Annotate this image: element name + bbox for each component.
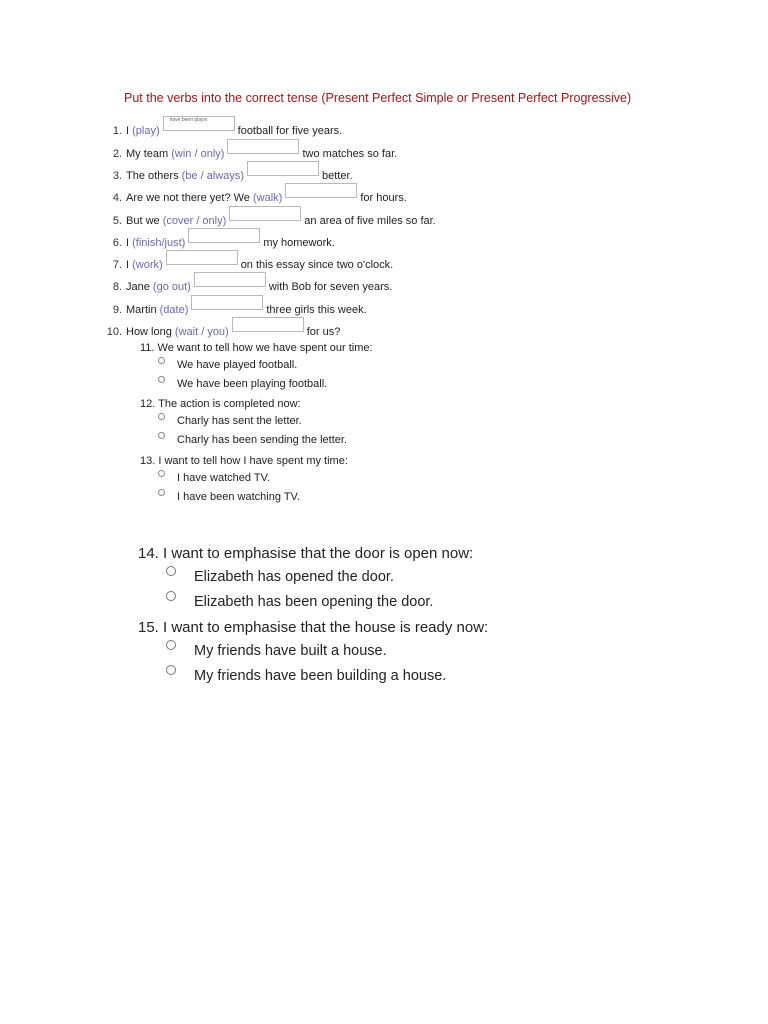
question-11: 11. We want to tell how we have spent our time: (140, 342, 373, 354)
answer-input[interactable] (229, 206, 301, 221)
verb-hint: (wait / you) (174, 326, 229, 338)
option-label: Elizabeth has opened the door. (194, 569, 394, 585)
verb-hint: (cover / only) (162, 215, 227, 227)
option-13a[interactable] (158, 472, 270, 484)
option-12b[interactable] (158, 434, 347, 446)
sentence-end: three girls this week. (266, 304, 367, 316)
gap-row-6 (104, 227, 335, 249)
sentence-start: Martin (126, 304, 157, 316)
answer-input[interactable] (166, 250, 238, 265)
option-label: I have watched TV. (177, 472, 270, 484)
answer-input[interactable] (232, 317, 304, 332)
question-14: 14. I want to emphasise that the door is open now: (138, 545, 474, 562)
option-label: Elizabeth has been opening the door. (194, 594, 434, 610)
item-number: 6. (112, 237, 122, 249)
sentence-start: I (126, 125, 130, 137)
radio-button[interactable] (158, 470, 165, 477)
sentence-start: I (126, 237, 130, 249)
radio-button[interactable] (158, 413, 165, 420)
verb-hint: (win / only) (171, 148, 225, 160)
radio-button[interactable] (166, 591, 176, 601)
option-14a[interactable] (166, 569, 394, 585)
sentence-end: on this essay since two o'clock. (240, 259, 394, 271)
gap-row-4 (104, 182, 407, 204)
sentence-end: for hours. (360, 192, 407, 204)
question-13: 13. I want to tell how I have spent my time: (140, 455, 348, 467)
radio-button[interactable] (158, 357, 165, 364)
verb-hint: (finish/just) (132, 237, 186, 249)
radio-button[interactable] (166, 566, 176, 576)
radio-button[interactable] (158, 432, 165, 439)
option-label: My friends have built a house. (194, 643, 387, 659)
verb-hint: (be / always) (181, 170, 245, 182)
sentence-start: But we (126, 215, 160, 227)
sentence-end: football for five years. (237, 125, 343, 137)
option-11a[interactable] (158, 359, 297, 371)
answer-input[interactable] (191, 295, 263, 310)
item-number: 5. (112, 215, 122, 227)
item-number: 2. (112, 148, 122, 160)
radio-button[interactable] (166, 640, 176, 650)
gap-row-9 (104, 294, 367, 316)
answer-input[interactable] (285, 183, 357, 198)
sentence-start: The others (126, 170, 179, 182)
option-14b[interactable] (166, 594, 433, 610)
answer-input[interactable] (194, 272, 266, 287)
sentence-end: better. (322, 170, 353, 182)
option-label: My friends have been building a house. (194, 668, 447, 684)
gap-row-3 (104, 160, 353, 182)
option-label: We have played football. (177, 359, 298, 371)
option-11b[interactable] (158, 378, 327, 390)
item-number: 3. (112, 170, 122, 182)
item-number: 10. (106, 326, 122, 338)
item-number: 8. (112, 281, 122, 293)
sentence-end: an area of five miles so far. (304, 215, 436, 227)
option-label: Charly has sent the letter. (177, 415, 302, 427)
answer-input[interactable] (247, 161, 319, 176)
item-number: 4. (112, 192, 122, 204)
sentence-start: Jane (126, 281, 150, 293)
gap-row-5 (104, 205, 436, 227)
question-15: 15. I want to emphasise that the house is ready now: (138, 619, 489, 636)
answer-input[interactable] (188, 228, 260, 243)
option-label: Charly has been sending the letter. (177, 434, 348, 446)
question-12: 12. The action is completed now: (140, 398, 301, 410)
sentence-start: How long (126, 326, 172, 338)
gap-row-7 (104, 249, 393, 271)
verb-hint: (walk) (252, 192, 283, 204)
gap-row-1 (104, 115, 342, 137)
sentence-end: two matches so far. (302, 148, 398, 160)
verb-hint: (work) (132, 259, 163, 271)
option-label: We have been playing football. (177, 378, 328, 390)
sentence-end: for us? (306, 326, 341, 338)
option-12a[interactable] (158, 415, 302, 427)
option-label: I have been watching TV. (177, 491, 300, 503)
radio-button[interactable] (158, 489, 165, 496)
option-15b[interactable] (166, 668, 446, 684)
radio-button[interactable] (166, 665, 176, 675)
gap-row-10 (104, 316, 340, 338)
sentence-start: My team (126, 148, 169, 160)
gap-row-8 (104, 271, 392, 293)
answer-input[interactable]: have been playin (163, 116, 235, 131)
sentence-end: my homework. (263, 237, 335, 249)
item-number: 1. (112, 125, 122, 137)
answer-input[interactable] (227, 139, 299, 154)
sentence-end: with Bob for seven years. (268, 281, 393, 293)
item-number: 9. (112, 304, 122, 316)
verb-hint: (play) (132, 125, 160, 137)
sentence-start: Are we not there yet? We (126, 192, 250, 204)
worksheet-title: Put the verbs into the correct tense (Present Perfect Simple or Present Perfect Progressive) (124, 91, 632, 105)
option-13b[interactable] (158, 491, 300, 503)
verb-hint: (go out) (152, 281, 191, 293)
sentence-start: I (126, 259, 130, 271)
gap-row-2 (104, 138, 397, 160)
option-15a[interactable] (166, 643, 387, 659)
item-number: 7. (112, 259, 122, 271)
radio-button[interactable] (158, 376, 165, 383)
verb-hint: (date) (159, 304, 189, 316)
